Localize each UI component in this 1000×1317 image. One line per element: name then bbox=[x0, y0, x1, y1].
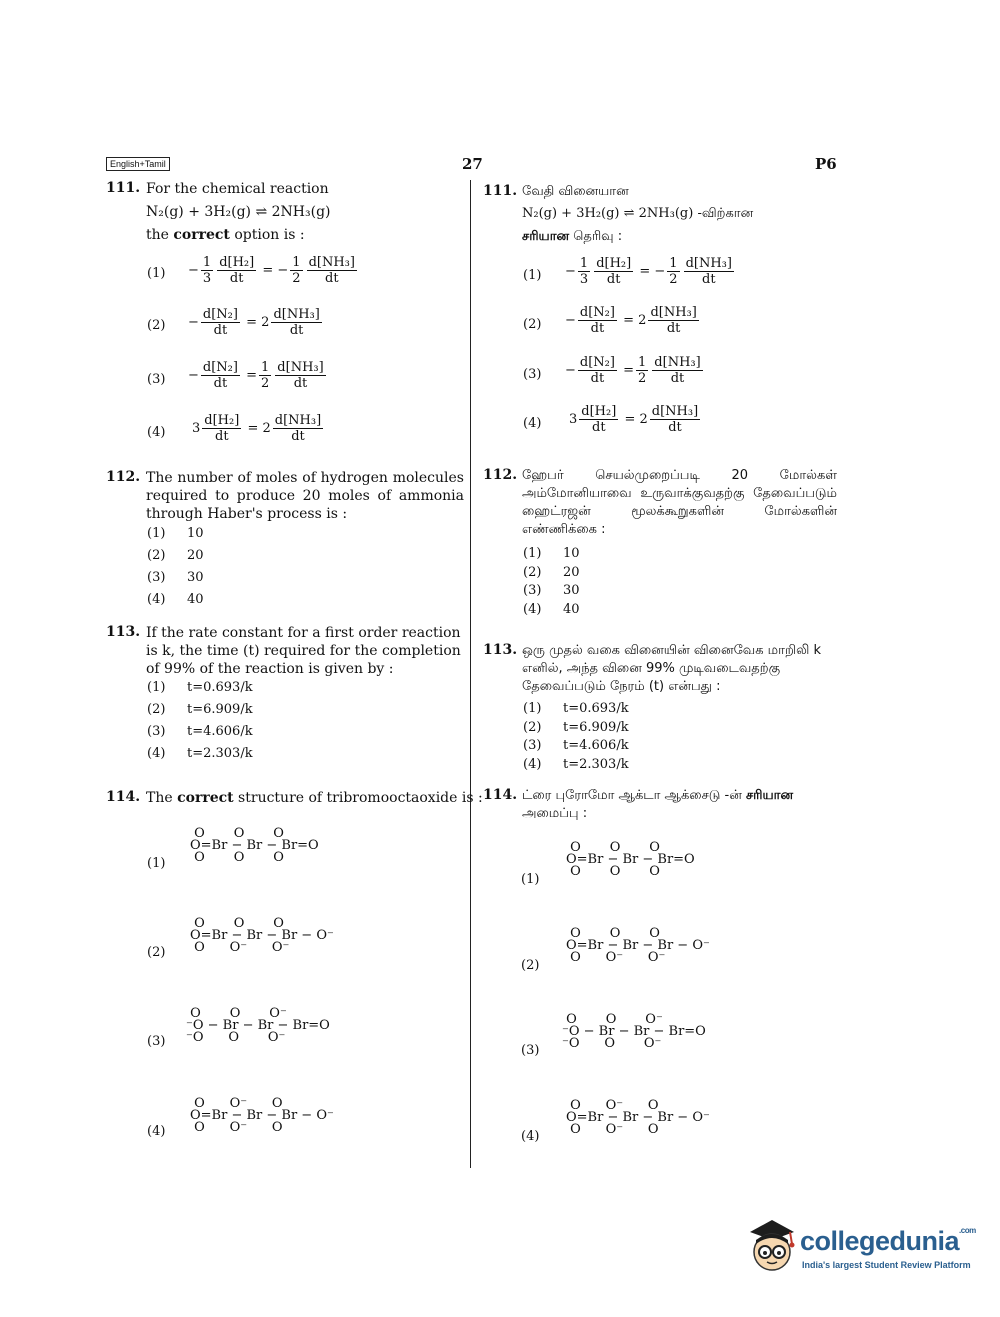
q114-structure-1: O O O O=Br − Br − Br=O O O O bbox=[190, 826, 319, 865]
q112-number: 112. bbox=[106, 469, 141, 485]
q112-option: (3) 30 bbox=[147, 570, 204, 585]
q114-structure-2: O O O O=Br − Br − Br − O⁻ O O⁻ O⁻ bbox=[190, 916, 334, 955]
t-q114-structure-4: O O⁻ O O=Br − Br − Br − O⁻ O O⁻ O bbox=[566, 1098, 710, 1137]
q111-opt3-label: (3) bbox=[147, 372, 166, 387]
q111-line1: For the chemical reaction bbox=[146, 181, 329, 197]
t-q111-opt4-label: (4) bbox=[523, 416, 542, 431]
t-q112-options bbox=[523, 545, 580, 619]
t-q113-option: (3) t=4.606/k bbox=[523, 738, 629, 753]
logo-tagline: India's largest Student Review Platform bbox=[802, 1260, 971, 1270]
t-q113-option: (2) t=6.909/k bbox=[523, 719, 629, 735]
q114-opt1-label: (1) bbox=[147, 856, 166, 871]
q114-number: 114. bbox=[106, 789, 141, 805]
t-q113-option: (1) t=0.693/k bbox=[523, 701, 629, 716]
q111-opt1-label: (1) bbox=[147, 266, 166, 281]
t-q111-opt2-label: (2) bbox=[523, 317, 542, 332]
t-q112-number: 112. bbox=[483, 467, 518, 483]
t-q111-opt3-eq: − $\frac{\text{d[N₂]}}{dt}$ = $\frac{1}{2}$ $\frac{\text{d[NH₃]}}{dt}$ bbox=[565, 355, 701, 386]
t-q111-opt1-label: (1) bbox=[523, 268, 542, 283]
q114-structure-3: O O O⁻ ⁻O − Br − Br − Br=O ⁻O O O⁻ bbox=[186, 1006, 330, 1045]
t-q114-opt2-label: (2) bbox=[521, 958, 540, 973]
collegedunia-logo[interactable]: collegedunia$^{.com}$ bbox=[800, 1226, 976, 1256]
q112-option: (1) 10 bbox=[147, 526, 204, 541]
t-q114-number: 114. bbox=[483, 787, 518, 803]
q113-option: (3) t=4.606/k bbox=[147, 724, 253, 739]
q114-opt3-label: (3) bbox=[147, 1034, 166, 1049]
t-q111-opt1-eq: − $\frac{1}{3}$ $\frac{\text{d[H₂]}}{dt}$ = − $\frac{1}{2}$ $\frac{\text{d[NH₃]}}{dt}$ bbox=[565, 256, 732, 287]
column-divider bbox=[470, 180, 471, 1168]
t-q111-equation: N₂(g) + 3H₂(g) ⇌ 2NH₃(g) -விற்கான bbox=[522, 206, 754, 221]
q112-option: (4) 40 bbox=[147, 592, 204, 607]
t-q113-option: (4) t=2.303/k bbox=[523, 756, 629, 772]
q111-opt3-eq: − $\frac{\text{d[N₂]}}{dt}$ = $\frac{1}{2}$ $\frac{\text{d[NH₃]}}{dt}$ bbox=[188, 360, 324, 391]
q112-text: The number of moles of hydrogen molecules required to produce 20 moles of ammonia through Haber's process is : bbox=[146, 470, 464, 522]
t-q112-option: (3) 30 bbox=[523, 583, 580, 598]
t-q113-text: ஒரு முதல் வகை வினையின் வினைவேக மாறிலி k எனில், அந்த வினை 99% முடிவடைவதற்கு தேவைப்படும் நேரம் (t) என்பது : bbox=[522, 643, 822, 694]
q111-opt2-eq: − $\frac{\text{d[N₂]}}{dt}$ = 2 $\frac{\text{d[NH₃]}}{dt}$ bbox=[188, 307, 320, 338]
q113-option: (4) t=2.303/k bbox=[147, 746, 253, 761]
t-q114-text: ட்ரை புரோமோ ஆக்டா ஆக்சைடு -ன் சரியான அமைப்பு : bbox=[522, 788, 794, 821]
q114-structure-4: O O⁻ O O=Br − Br − Br − O⁻ O O⁻ O bbox=[190, 1096, 334, 1135]
t-q112-option: (2) 20 bbox=[523, 564, 580, 580]
q113-option: (1) t=0.693/k bbox=[147, 680, 253, 695]
t-q114-structure-2: O O O O=Br − Br − Br − O⁻ O O⁻ O⁻ bbox=[566, 926, 710, 965]
page-number: 27 bbox=[462, 155, 483, 173]
t-q114-structure-3: O O O⁻ ⁻O − Br − Br − Br=O ⁻O O O⁻ bbox=[562, 1012, 706, 1051]
q114-opt4-label: (4) bbox=[147, 1124, 166, 1139]
t-q111-line1: வேதி வினையான bbox=[522, 184, 629, 199]
t-q111-line3: சரியான தெரிவு : bbox=[522, 229, 623, 244]
q113-number: 113. bbox=[106, 624, 141, 640]
t-q111-opt4-eq: 3 $\frac{\text{d[H₂]}}{dt}$ = 2 $\frac{\text{d[NH₃]}}{dt}$ bbox=[569, 404, 699, 435]
q111-line3: the correct option is : bbox=[146, 227, 305, 243]
q113-options bbox=[147, 677, 253, 765]
q111-opt4-eq: 3 $\frac{\text{d[H₂]}}{dt}$ = 2 $\frac{\text{d[NH₃]}}{dt}$ bbox=[192, 413, 322, 444]
t-q112-option: (4) 40 bbox=[523, 601, 580, 617]
q111-opt4-label: (4) bbox=[147, 425, 166, 440]
t-q111-opt3-label: (3) bbox=[523, 367, 542, 382]
q113-option: (2) t=6.909/k bbox=[147, 702, 253, 717]
collegedunia-mascot-icon bbox=[744, 1214, 800, 1274]
q112-option: (2) 20 bbox=[147, 548, 204, 563]
q112-options bbox=[147, 523, 204, 611]
q111-equation: N₂(g) + 3H₂(g) ⇌ 2NH₃(g) bbox=[146, 204, 331, 220]
q111-number: 111. bbox=[106, 180, 141, 196]
t-q111-number: 111. bbox=[483, 183, 518, 199]
q114-opt2-label: (2) bbox=[147, 945, 166, 960]
t-q114-opt3-label: (3) bbox=[521, 1043, 540, 1058]
t-q112-option: (1) 10 bbox=[523, 546, 580, 561]
t-q112-text: ஹேபர் செயல்முறைப்படி 20 மோல்கள் அம்மோனியாவை உருவாக்குவதற்கு தேவைப்படும் ஹைட்ரஜன் மூலக்கூறுகளின் மோல்களின் எண்ணிக்கை : bbox=[522, 468, 837, 537]
q114-text: The correct structure of tribromooctaoxide is : bbox=[146, 790, 483, 806]
q111-opt2-label: (2) bbox=[147, 318, 166, 333]
t-q114-structure-1: O O O O=Br − Br − Br=O O O O bbox=[566, 840, 695, 879]
t-q111-opt2-eq: − $\frac{\text{d[N₂]}}{dt}$ = 2 $\frac{\text{d[NH₃]}}{dt}$ bbox=[565, 305, 697, 336]
language-badge: English+Tamil bbox=[106, 157, 170, 171]
t-q114-opt4-label: (4) bbox=[521, 1129, 540, 1144]
q111-opt1-eq: − $\frac{1}{3}$ $\frac{\text{d[H₂]}}{dt}$ = − $\frac{1}{2}$ $\frac{\text{d[NH₃]}}{dt}$ bbox=[188, 255, 355, 286]
t-q113-options bbox=[523, 700, 629, 774]
paper-code: P6 bbox=[815, 155, 837, 173]
t-q114-opt1-label: (1) bbox=[521, 872, 540, 887]
t-q113-number: 113. bbox=[483, 642, 518, 658]
q113-text: If the rate constant for a first order reaction is k, the time (t) required for the completion of 99% of the reaction is given by : bbox=[146, 625, 461, 677]
